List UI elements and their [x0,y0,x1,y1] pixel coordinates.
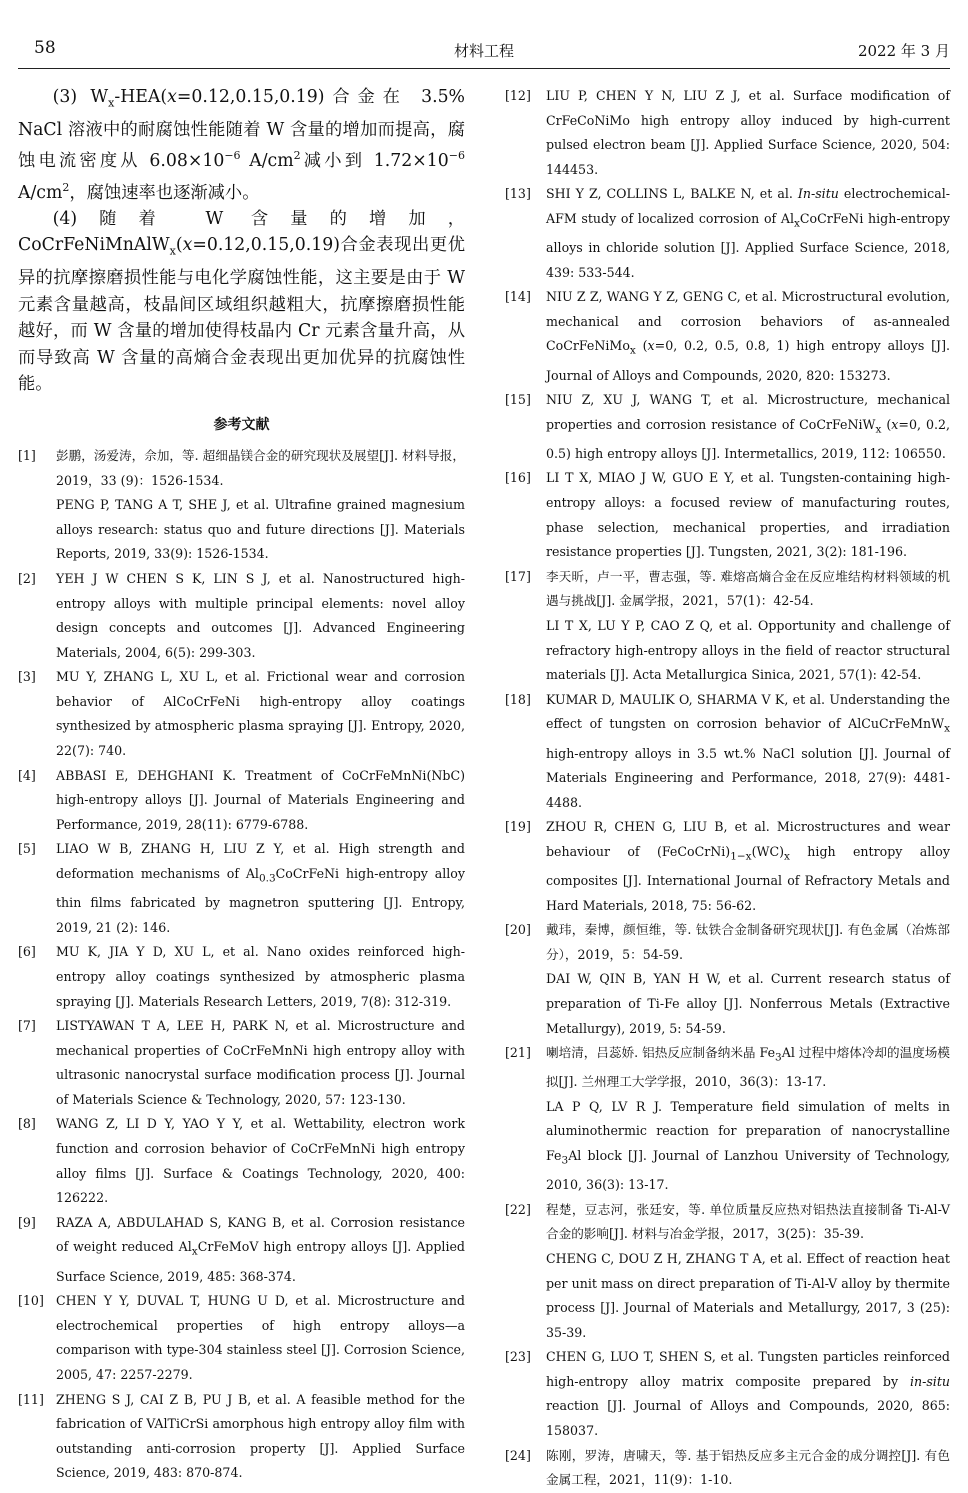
reference-number: [6] [18,944,36,960]
reference-part: NIU Z, XU J, WANG T, et al. Microstructure, mechanical properties and corrosion resistance of CoCrFeNiW$_x$ (x=0, 0.2, 0.5) high entropy alloys [J]. Intermetallics, 2019, 112: 106550. [546,392,950,461]
reference-part: LISTYAWAN T A, LEE H, PARK N, et al. Microstructure and mechanical properties of CoCrFeMnNi high entropy alloy with ultrasonic nanocrystal surface modification process [J]. Journal of Materials Science & Technology, 2020, 57: 123-130. [56,1018,465,1107]
reference-item [505,466,950,564]
reference-part: KUMAR D, MAULIK O, SHARMA V K, et al. Understanding the effect of tungsten on corrosion behavior of AlCuCrFeMnW$_x$ high-entropy alloys in 3.5 wt.% NaCl solution [J]. Journal of Materials Engineering and Performance, 2018, 27(9): 4481-4488. [546,691,950,810]
reference-number: [14] [505,289,531,305]
reference-part: LIU P, CHEN Y N, LIU Z J, et al. Surface modification of CrFeCoNiMo high entropy alloy induced by high-current pulsed electron beam [J]. Applied Surface Science, 2020, 504: 144453. [546,88,950,177]
reference-text [56,837,465,940]
reference-text [56,1014,465,1112]
reference-text [546,388,950,466]
reference-part: CHEN G, LUO T, SHEN S, et al. Tungsten particles reinforced high-entropy alloy matrix composite prepared by in-situ reaction [J]. Journal of Alloys and Compounds, 2020, 865: 158037. [546,1349,950,1439]
reference-part: MU K, JIA Y D, XU L, et al. Nano oxides reinforced high-entropy alloy coatings synthesized by atmospheric plasma spraying [J]. Materials Research Letters, 2019, 7(8): 312-319. [56,944,465,1009]
reference-number: [17] [505,568,531,584]
references-heading: 参考文献 [213,416,270,433]
reference-part: 李天昕，卢一平，曹志强，等. 难熔高熵合金在反应堆结构材料领域的机遇与挑战[J]. 金属学报，2021，57(1)：42-54. [546,568,950,609]
reference-item [18,567,465,665]
reference-number: [23] [505,1349,531,1365]
reference-item [18,1388,465,1486]
reference-item [505,1198,950,1346]
reference-part: RAZA A, ABDULAHAD S, KANG B, et al. Corrosion resistance of weight reduced $Al_xCrFeMoV$ high entropy alloys [J]. Applied Surface Science, 2019, 485: 368-374. [56,1214,465,1284]
reference-item [505,815,950,918]
reference-part: 彭鹏，汤爱涛，佘加，等. 超细晶镁合金的研究现状及展望[J]. 材料导报，2019，33 (9)：1526-1534. [56,447,465,488]
reference-item [505,388,950,466]
reference-text [546,918,950,1041]
reference-item [18,1211,465,1289]
reference-item [18,940,465,1014]
reference-text [546,815,950,918]
reference-item [18,1112,465,1210]
reference-item [505,182,950,285]
reference-number: [20] [505,922,531,938]
reference-item [505,84,950,182]
reference-part: NIU Z Z, WANG Y Z, GENG C, et al. Microstructural evolution, mechanical and corrosion behaviors of as-annealed CoCrFeNiMo$_x$ (x=0, 0.2, 0.5, 0.8, 1) high entropy alloys [J]. Journal of Alloys and Compounds, 2020, 820: 153273. [546,289,950,383]
reference-item [505,285,950,388]
reference-number: [1] [18,447,36,463]
reference-text [56,1211,465,1289]
left-column [18,84,465,1486]
reference-number: [3] [18,669,36,685]
reference-list-left [18,444,465,1486]
right-column [505,84,950,1493]
reference-part: YEH J W CHEN S K, LIN S J, et al. Nanostructured high-entropy alloys with multiple principal elements: novel alloy design concepts and outcomes [J]. Advanced Engineering Materials, 2004, 6(5): 299-303. [56,570,465,660]
reference-item [18,764,465,838]
page-header [18,38,950,64]
reference-text [546,565,950,688]
reference-part: ZHOU R, CHEN G, LIU B, et al. Microstructures and wear behaviour of $(FeCoCrNi)_{1-x}(WC)_x$ high entropy alloy composites [J]. International Journal of Refractory Metals and Hard Materials, 2018, 75: 56-62. [546,819,950,913]
reference-part: 程楚，豆志河，张廷安，等. 单位质量反应热对铝热法直接制备 Ti-Al-V 合金的影响[J]. 材料与冶金学报，2017，3(25)：35-39. [546,1201,950,1242]
reference-list-right [505,84,950,1493]
reference-item [505,1041,950,1198]
reference-number: [8] [18,1116,36,1132]
reference-number: [9] [18,1214,36,1230]
conclusion-paragraph-4: (4)随着 W 含量的增加，CoCrFeNiMnAlW$_x$(x=0.12,0.15,0.19)合金表现出更优异的抗摩擦磨损性能与电化学腐蚀性能，这主要是由于 W 元素含量越高，枝晶间区域组织越粗大，抗摩擦磨损性能越好，而 W 含量的增加使得枝晶内 Cr 元素含量升高，从而导致高 W 含量的高熵合金表现出更加优异的抗腐蚀性能。 [18,208,465,395]
reference-item [505,688,950,815]
reference-number: [19] [505,819,531,835]
reference-item [505,1345,950,1443]
reference-text [546,182,950,285]
reference-part: LI T X, MIAO J W, GUO E Y, et al. Tungsten-containing high-entropy alloys: a focused review of manufacturing routes, phase selection, mechanical properties, and irradiation resistance properties [J]. Tungsten, 2021, 3(2): 181-196. [546,470,950,560]
reference-part: DAI W, QIN B, YAN H W, et al. Current research status of preparation of Ti-Fe alloy [J]. Nonferrous Metals (Extractive Metallurgy), 2019, 5: 54-59. [546,971,950,1036]
reference-text [546,1345,950,1443]
reference-text [546,84,950,182]
reference-part: LI T X, LU Y P, CAO Z Q, et al. Opportunity and challenge of refractory high-entropy alloys in the field of reactor structural materials [J]. Acta Metallurgica Sinica, 2021, 57(1): 42-54. [546,618,950,683]
reference-text [56,444,465,567]
reference-text [546,688,950,815]
reference-part: PENG P, TANG A T, SHE J, et al. Ultrafine grained magnesium alloys research: status quo and future directions [J]. Materials Reports, 2019, 33(9): 1526-1534. [56,497,465,562]
reference-part: CHENG C, DOU Z H, ZHANG T A, et al. Effect of reaction heat per unit mass on direct preparation of Ti-Al-V alloy by thermite process [J]. Journal of Materials and Metallurgy, 2017, 3 (25): 35-39. [546,1250,950,1340]
reference-item [18,1289,465,1387]
reference-text [546,1198,950,1346]
reference-number: [7] [18,1018,36,1034]
reference-number: [5] [18,841,36,857]
conclusion-paragraph-3: (3) $W_x-HEA(x=0.12,0.15,0.19)$合金在 3.5% NaCl 溶液中的耐腐蚀性能随着 W 含量的增加而提高，腐蚀电流密度从 $6.08\times 10^{-6}$ $A/cm^2$减小到 $1.72\times 10^{-6}$ $A/cm^2$，腐蚀速率也逐渐减小。 [18,87,465,203]
reference-text [56,1388,465,1486]
header-rule [18,68,950,69]
reference-text [546,285,950,388]
reference-part: WANG Z, LI D Y, YAO Y Y, et al. Wettability, electron work function and corrosion behavior of CoCrFeMnNi high entropy alloy films [J]. Surface & Coatings Technology, 2020, 400: 126222. [56,1116,465,1206]
reference-part: ABBASI E, DEHGHANI K. Treatment of CoCrFeMnNi(NbC) high-entropy alloys [J]. Journal of Materials Engineering and Performance, 2019, 28(11): 6779-6788. [56,767,465,832]
reference-number: [2] [18,570,36,586]
reference-text [56,1112,465,1210]
reference-text [56,567,465,665]
reference-number: [15] [505,392,531,408]
journal-name: 材料工程 [453,42,514,60]
reference-part: LA P Q, LV R J. Temperature field simulation of melts in aluminothermic reaction for preparation of nanocrystalline $Fe_3Al$ block [J]. Journal of Lanzhou University of Technology, 2010, 36(3): 13-17. [546,1098,950,1193]
reference-number: [21] [505,1045,531,1061]
reference-part: ZHENG S J, CAI Z B, PU J B, et al. A feasible method for the fabrication of VAlTiCrSi amorphous high entropy alloy film with outstanding anti-corrosion property [J]. Applied Surface Science, 2019, 483: 870-874. [56,1391,465,1481]
reference-text [56,764,465,838]
reference-text [56,665,465,763]
reference-number: [10] [18,1293,44,1309]
reference-part: SHI Y Z, COLLINS L, BALKE N, et al. In-situ electrochemical-AFM study of localized corrosion of $Al_xCoCrFeNi$ high-entropy alloys in chloride solution [J]. Applied Surface Science, 2018, 439: 533-544. [546,186,950,280]
reference-text [546,1444,950,1493]
reference-number: [4] [18,767,36,783]
reference-number: [24] [505,1447,531,1463]
reference-number: [18] [505,691,531,707]
issue-date: 2022 年 3 月 [857,42,950,60]
reference-item [18,1014,465,1112]
page-number: 58 [34,38,56,58]
reference-number: [16] [505,470,531,486]
reference-item [18,444,465,567]
reference-part: 陈刚，罗涛，唐啸天，等. 基于铝热反应多主元合金的成分调控[J]. 有色金属工程，2021，11(9)：1-10. [546,1447,950,1488]
reference-number: [13] [505,186,531,202]
reference-item [505,1444,950,1493]
reference-item [18,665,465,763]
reference-part: LIAO W B, ZHANG H, LIU Z Y, et al. High strength and deformation mechanisms of $Al_{0.3}CoCrFeNi$ high-entropy alloy thin films fabricated by magnetron sputtering [J]. Entropy, 2019, 21 (2): 146. [56,841,465,935]
reference-number: [22] [505,1201,531,1217]
reference-item [505,918,950,1041]
reference-part: CHEN Y Y, DUVAL T, HUNG U D, et al. Microstructure and electrochemical properties of high entropy alloys—a comparison with type-304 stainless steel [J]. Corrosion Science, 2005, 47: 2257-2279. [56,1293,465,1382]
reference-number: [11] [18,1391,44,1407]
reference-item [18,837,465,940]
reference-text [56,1289,465,1387]
reference-text [56,940,465,1014]
reference-item [505,565,950,688]
reference-text [546,1041,950,1198]
reference-text [546,466,950,564]
reference-number: [12] [505,88,531,103]
reference-part: 喇培清，吕蕊娇. 铝热反应制备纳米晶 $Fe_3Al$ 过程中熔体冷却的温度场模拟[J]. 兰州理工大学学报，2010，36(3)：13-17. [546,1045,950,1090]
reference-part: MU Y, ZHANG L, XU L, et al. Frictional wear and corrosion behavior of AlCoCrFeNi high-entropy alloy coatings synthesized by atmospheric plasma spraying [J]. Entropy, 2020, 22(7): 740. [56,669,465,759]
reference-part: 戴玮，秦博，颜恒维，等. 钛铁合金制备研究现状[J]. 有色金属（冶炼部分），2019，5：54-59. [546,922,950,962]
